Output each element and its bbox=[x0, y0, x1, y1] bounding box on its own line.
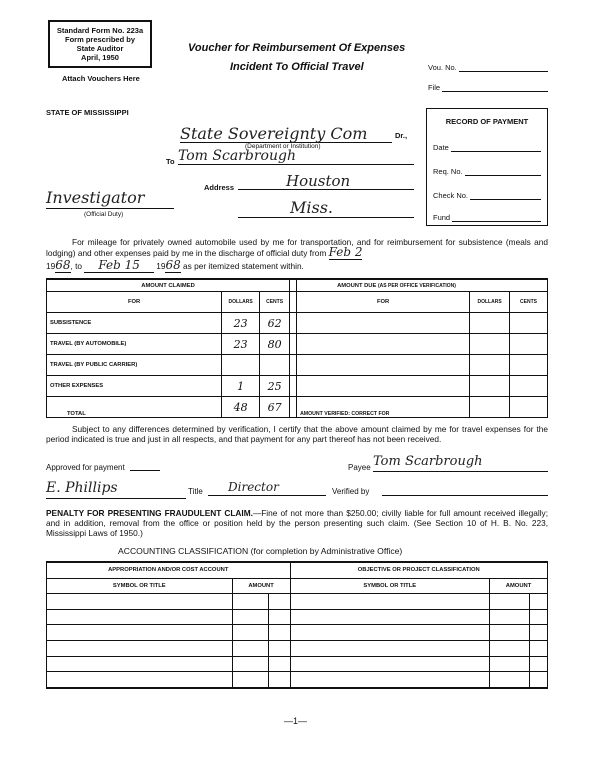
form-number-box bbox=[48, 20, 152, 68]
appropriation-header: APPROPRIATION AND/OR COST ACCOUNT bbox=[47, 562, 291, 578]
table-row[interactable] bbox=[47, 656, 548, 672]
end-year-field[interactable]: 68 bbox=[165, 258, 181, 272]
mileage-period-line bbox=[46, 260, 304, 271]
travel-auto-cents[interactable]: 80 bbox=[260, 334, 290, 355]
claimed-dollars-header: DOLLARS bbox=[222, 292, 260, 313]
due-cents-header: CENTS bbox=[510, 292, 548, 313]
fund-label: Fund bbox=[433, 213, 451, 222]
page-number: —1— bbox=[284, 716, 308, 726]
official-duty-caption: (Official Duty) bbox=[84, 211, 124, 218]
amount-verified-label: AMOUNT VERIFIED: CORRECT FOR bbox=[297, 397, 470, 418]
penalty-notice bbox=[46, 508, 548, 538]
claimed-for-header: FOR bbox=[47, 292, 222, 313]
approver-signature[interactable]: E. Phillips bbox=[46, 480, 186, 499]
total-dollars[interactable]: 48 bbox=[222, 397, 260, 418]
subsistence-label: SUBSISTENCE bbox=[47, 313, 222, 334]
right-symbol-header: SYMBOL OR TITLE bbox=[290, 578, 490, 594]
voucher-subtitle: Incident To Official Travel bbox=[230, 61, 364, 73]
address-label: Address bbox=[204, 183, 235, 192]
verified-by-field[interactable] bbox=[382, 495, 548, 496]
amount-table bbox=[46, 278, 548, 418]
payment-date-field[interactable] bbox=[433, 143, 541, 152]
table-row bbox=[47, 313, 548, 334]
claimed-cents-header: CENTS bbox=[260, 292, 290, 313]
form-prescribed: Form prescribed by bbox=[64, 35, 136, 44]
payee-label: Payee bbox=[348, 463, 371, 472]
table-row[interactable] bbox=[47, 594, 548, 610]
official-duty-field[interactable]: Investigator bbox=[46, 188, 174, 209]
mileage-text: For mileage for privately owned automobile used by me for transportation, and for reimbursement for subsistence (meals and lodging) and other expenses paid by me in the discharge of official duty from bbox=[46, 237, 548, 258]
travel-auto-label: TRAVEL (BY AUTOMOBILE) bbox=[47, 334, 222, 355]
accounting-title: ACCOUNTING CLASSIFICATION (for completion by Administrative Office) bbox=[118, 546, 403, 556]
due-dollars-header: DOLLARS bbox=[470, 292, 510, 313]
requisition-number-label: Req. No. bbox=[433, 167, 463, 176]
file-field[interactable] bbox=[428, 83, 548, 92]
state-heading: STATE OF MISSISSIPPI bbox=[46, 108, 129, 117]
payee-name-field[interactable]: Tom Scarbrough bbox=[178, 148, 414, 165]
table-row[interactable] bbox=[47, 625, 548, 641]
table-row bbox=[47, 334, 548, 355]
right-amount-header: AMOUNT bbox=[490, 578, 548, 594]
voucher-number-field[interactable] bbox=[428, 63, 548, 72]
left-amount-header: AMOUNT bbox=[232, 578, 290, 594]
other-expenses-cents[interactable]: 25 bbox=[260, 376, 290, 397]
amount-due-header-cell bbox=[297, 279, 548, 292]
check-number-label: Check No. bbox=[433, 191, 469, 200]
to-word: , to bbox=[70, 261, 83, 271]
other-expenses-label: OTHER EXPENSES bbox=[47, 376, 222, 397]
approved-for-payment-label: Approved for payment bbox=[46, 463, 125, 472]
total-label: TOTAL bbox=[47, 397, 222, 418]
travel-auto-dollars[interactable]: 23 bbox=[222, 334, 260, 355]
travel-carrier-label: TRAVEL (BY PUBLIC CARRIER) bbox=[47, 355, 222, 376]
mileage-tail: as per itemized statement within. bbox=[183, 261, 304, 271]
subsistence-dollars[interactable]: 23 bbox=[222, 313, 260, 334]
amount-due-note: (AS PER OFFICE VERIFICATION) bbox=[377, 282, 456, 289]
table-row bbox=[47, 397, 548, 418]
form-number: Standard Form No. 223a bbox=[56, 26, 144, 35]
to-label: To bbox=[166, 157, 175, 166]
penalty-text: —Fine of not more than $250.00; civilly liable for full amount received illegally; and in addition, removal from the office or position held by the person presenting such claim. (See Section 10 of H. B. No. 223, Mississippi Laws of 1950.) bbox=[46, 508, 548, 538]
department-caption: (Department or Institution) bbox=[245, 143, 321, 150]
attach-vouchers-note: Attach Vouchers Here bbox=[62, 74, 140, 83]
table-row bbox=[47, 355, 548, 376]
certification-text: Subject to any differences determined by verification, I certify that the above amount claimed by me for travel expenses for the period indicated is true and just in all respects, and that payment for any part thereof has not been received. bbox=[46, 424, 548, 444]
mileage-statement bbox=[46, 237, 548, 258]
voucher-title: Voucher for Reimbursement Of Expenses bbox=[188, 42, 406, 54]
payment-date-label: Date bbox=[433, 143, 449, 152]
end-year-prefix: 19 bbox=[156, 261, 166, 271]
file-label: File bbox=[428, 83, 441, 92]
start-year-field[interactable]: 68 bbox=[55, 258, 71, 272]
department-field[interactable]: State Sovereignty Com bbox=[180, 124, 392, 143]
other-expenses-dollars[interactable]: 1 bbox=[222, 376, 260, 397]
title-label: Title bbox=[188, 487, 203, 496]
due-for-header: FOR bbox=[297, 292, 470, 313]
subsistence-cents[interactable]: 62 bbox=[260, 313, 290, 334]
address-state-field[interactable]: Miss. bbox=[238, 198, 414, 218]
start-year-prefix: 19 bbox=[46, 261, 56, 271]
amount-claimed-header: AMOUNT CLAIMED bbox=[47, 279, 290, 292]
payee-signature[interactable]: Tom Scarbrough bbox=[373, 454, 548, 472]
form-authority: State Auditor bbox=[76, 44, 124, 53]
fund-field[interactable] bbox=[433, 213, 541, 222]
table-row[interactable] bbox=[47, 609, 548, 625]
table-row bbox=[47, 376, 548, 397]
verified-by-label: Verified by bbox=[332, 487, 370, 496]
record-of-payment-title: RECORD OF PAYMENT bbox=[445, 117, 529, 126]
accounting-table bbox=[46, 561, 548, 689]
dr-label: Dr., bbox=[395, 131, 408, 140]
total-cents[interactable]: 67 bbox=[260, 397, 290, 418]
voucher-number-label: Vou. No. bbox=[428, 63, 457, 72]
travel-carrier-cents[interactable] bbox=[260, 355, 290, 376]
objective-header: OBJECTIVE OR PROJECT CLASSIFICATION bbox=[290, 562, 548, 578]
table-row[interactable] bbox=[47, 672, 548, 688]
period-start-field[interactable]: Feb 2 bbox=[328, 245, 363, 259]
approver-title-field[interactable]: Director bbox=[208, 480, 326, 496]
table-row[interactable] bbox=[47, 640, 548, 656]
left-symbol-header: SYMBOL OR TITLE bbox=[47, 578, 233, 594]
requisition-number-field[interactable] bbox=[433, 167, 541, 176]
form-date: April, 1950 bbox=[81, 53, 119, 62]
travel-carrier-dollars[interactable] bbox=[222, 355, 260, 376]
address-city-field[interactable]: Houston bbox=[238, 172, 414, 190]
check-number-field[interactable] bbox=[433, 191, 541, 200]
approved-underline bbox=[130, 470, 160, 471]
amount-due-header: AMOUNT DUE bbox=[337, 282, 377, 289]
period-end-field[interactable]: Feb 15 bbox=[84, 258, 154, 273]
record-of-payment-box bbox=[426, 108, 548, 226]
penalty-heading: PENALTY FOR PRESENTING FRAUDULENT CLAIM. bbox=[46, 508, 253, 518]
